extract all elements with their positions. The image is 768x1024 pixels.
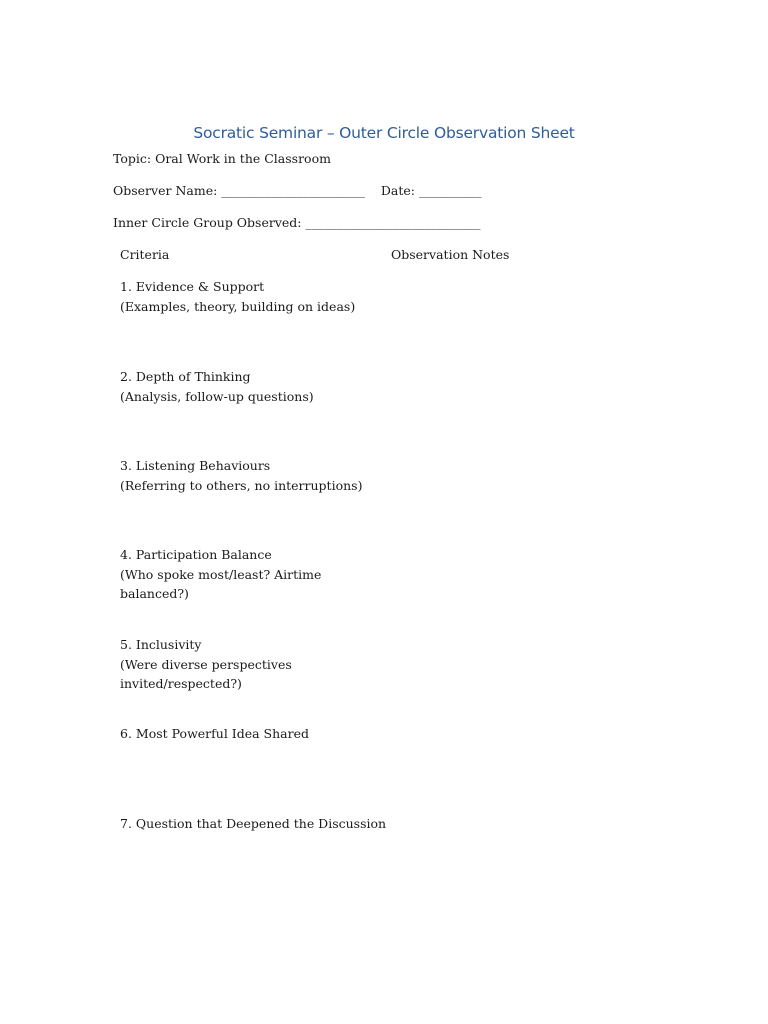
criterion-heading: 1. Evidence & Support bbox=[120, 279, 265, 294]
criteria-column-header: Criteria bbox=[120, 247, 170, 262]
criterion-heading: 4. Participation Balance bbox=[120, 547, 272, 562]
criterion-inclusivity bbox=[120, 635, 300, 694]
topic-line: Topic: Oral Work in the Classroom bbox=[113, 151, 331, 166]
criterion-participation-balance bbox=[120, 545, 330, 604]
observer-name-date-line: Observer Name: _______________________ Date: __________ bbox=[113, 183, 482, 198]
criterion-detail: (Analysis, follow-up questions) bbox=[120, 388, 314, 404]
criterion-heading: 6. Most Powerful Idea Shared bbox=[120, 726, 309, 741]
criterion-depth-of-thinking bbox=[120, 367, 360, 406]
inner-circle-group-line: Inner Circle Group Observed: ____________________________ bbox=[113, 215, 481, 230]
criterion-detail: (Who spoke most/least? Airtime balanced?) bbox=[120, 566, 322, 601]
criterion-heading: 5. Inclusivity bbox=[120, 637, 202, 652]
criterion-heading: 2. Depth of Thinking bbox=[120, 369, 251, 384]
criterion-detail: (Referring to others, no interruptions) bbox=[120, 477, 363, 493]
criterion-deepening-question bbox=[120, 814, 400, 834]
criterion-heading: 3. Listening Behaviours bbox=[120, 458, 271, 473]
criterion-detail: (Examples, theory, building on ideas) bbox=[120, 298, 356, 314]
criterion-heading: 7. Question that Deepened the Discussion bbox=[120, 816, 387, 831]
observation-notes-column-header: Observation Notes bbox=[391, 247, 510, 262]
criterion-evidence-support bbox=[120, 277, 380, 316]
criterion-listening-behaviours bbox=[120, 456, 380, 495]
criterion-detail: (Were diverse perspectives invited/respected?) bbox=[120, 656, 292, 691]
criterion-most-powerful-idea bbox=[120, 724, 360, 744]
page-title: Socratic Seminar – Outer Circle Observation Sheet bbox=[193, 124, 575, 142]
